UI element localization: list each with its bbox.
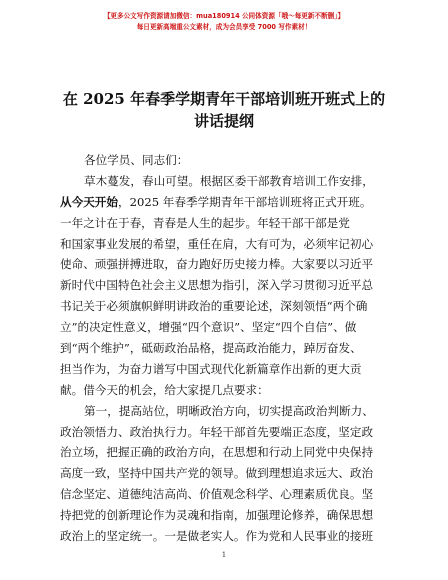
paragraph-1-line: 新时代中国特色社会主义思想为指引，深入学习贯彻习近平总 <box>60 278 374 293</box>
paragraph-2-line: 高度一致，坚持中国共产党的领导。做到理想追求远大、政治 <box>60 466 374 481</box>
paragraph-1-line <box>60 192 390 213</box>
paragraph-1-line: 立”的决定性意义，增强“四个意识”、坚定“四个自信”、做 <box>60 320 357 335</box>
document-body <box>60 150 390 547</box>
header-banner-line-1: 【更多公文写作资源请加微信：mua180914 公同体资源「哦～每更新不断删」】 <box>103 12 345 20</box>
paragraph-1-line: 和国家事业发展的希望，重任在肩，大有可为，必须牢记初心 <box>60 236 374 251</box>
paragraph-2-line: 政治领悟力、政治执行力。年轻干部首先要端正态度，坚定政 <box>60 424 374 439</box>
page-number: 1 <box>221 551 227 559</box>
paragraph-1-text: ，2025 年春季学期青年干部培训班将正式开班。 <box>117 194 372 209</box>
header-banner-line-2: 每日更新高端重公文素材，成为会员享受 7000 写作素材！ <box>136 23 312 31</box>
paragraph-1-line: 担当作为，为奋力谱写中国式现代化新篇章作出新的更大贡 <box>60 361 362 376</box>
emphasis-text: 从今天开始 <box>60 194 118 209</box>
paragraph-2-line: 信念坚定、道德纯洁高尚、价值观念科学、心理素质优良。坚 <box>60 487 374 502</box>
paragraph-1-line: 献。借今天的机会，给大家提几点要求： <box>60 382 269 397</box>
salutation: 各位学员、同志们： <box>84 153 189 167</box>
paragraph-2-line: 第一，提高站位，明晰政治方向，切实提高政治判断力、 <box>84 403 374 418</box>
paragraph-1-line: 一年之计在于春，青春是人生的起步。年轻干部干部是党 <box>60 215 350 230</box>
paragraph-1-line: 使命、顽强拼搏进取，奋力跑好历史接力棒。大家要以习近平 <box>60 257 374 272</box>
paragraph-2-line: 政治上的坚定统一。一是做老实人。作为党和人民事业的接班 <box>60 529 374 544</box>
document-title-line-1: 在 2025 年春季学期青年干部培训班开班式上的 <box>62 90 386 108</box>
paragraph-2-line: 治立场，把握正确的政治方向，在思想和行动上同党中央保持 <box>60 445 374 460</box>
document-title-line-2: 讲话提纲 <box>193 112 254 130</box>
paragraph-1-line: 草木蔓发，春山可望。根据区委干部教育培训工作安排， <box>84 173 374 188</box>
paragraph-1-line: 到“两个维护”，砥砺政治品格，提高政治能力，踔厉奋发、 <box>60 341 362 356</box>
paragraph-2-line: 持把党的创新理论作为灵魂和指南，加强理论修养，确保思想 <box>60 508 374 523</box>
paragraph-1-line: 书记关于必须旗帜鲜明讲政治的重要论述，深刻领悟“两个确 <box>60 299 368 314</box>
